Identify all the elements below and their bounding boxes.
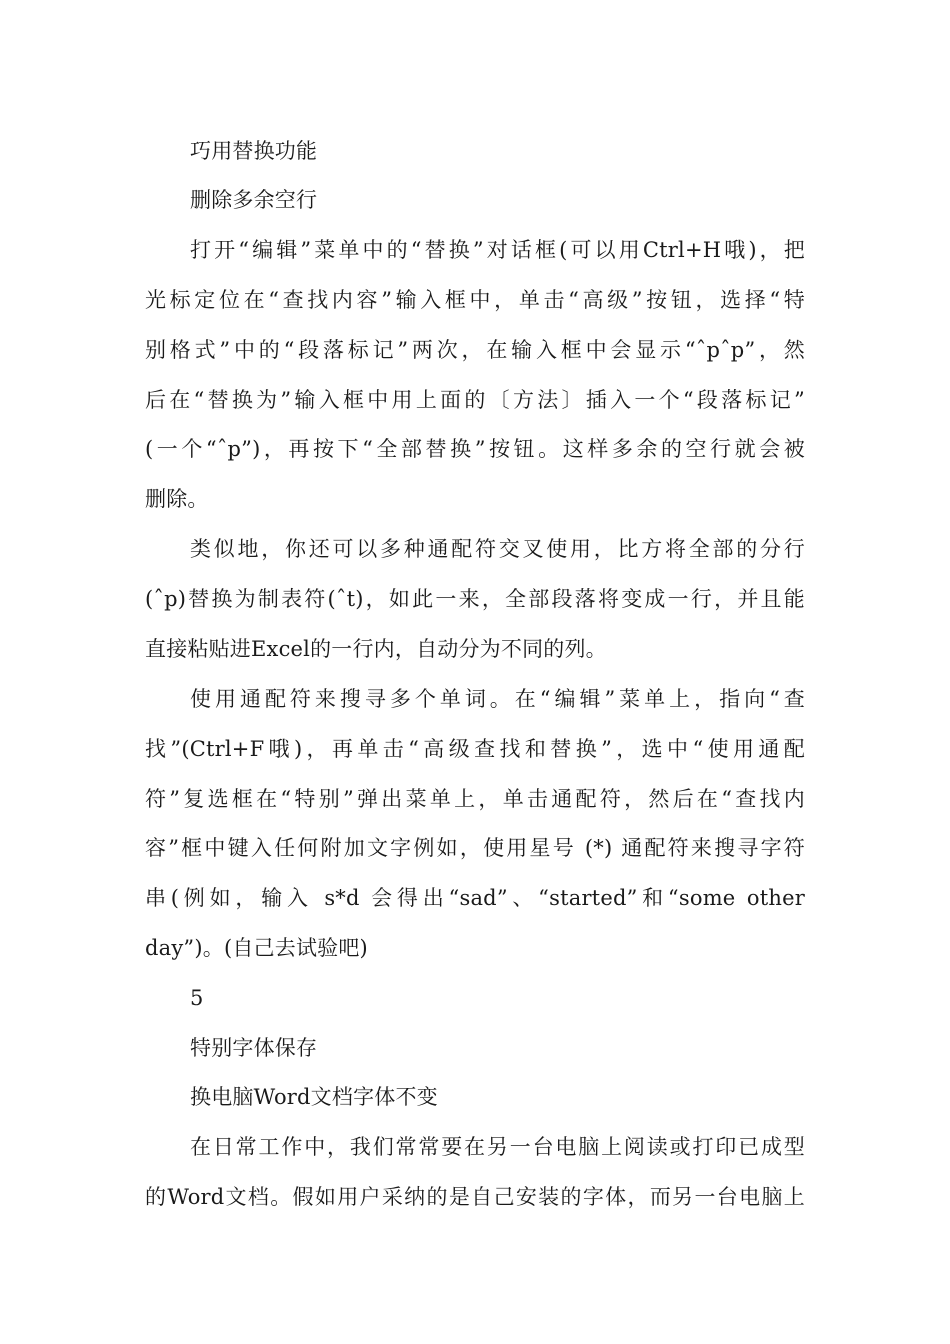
paragraph-line: 删除。 (145, 487, 209, 511)
paragraph-line: 串(例如，输入 s*d 会得出“sad”、“started”和“some other (145, 886, 805, 910)
paragraph-line: 找”(Ctrl+F哦)，再单击“高级查找和替换”，选中“使用通配 (145, 737, 805, 761)
section-number: 5 (190, 986, 204, 1010)
heading-special-font-save: 特别字体保存 (190, 1036, 318, 1060)
paragraph-line: (一个“ˆp”)，再按下“全部替换”按钮。这样多余的空行就会被 (145, 437, 805, 461)
paragraph-line: (ˆp)替换为制表符(ˆt)，如此一来，全部段落将变成一行，并且能 (145, 587, 805, 611)
paragraph-line: 在日常工作中，我们常常要在另一台电脑上阅读或打印已成型 (190, 1135, 805, 1159)
paragraph-line: 光标定位在“查找内容”输入框中，单击“高级”按钮，选择“特 (145, 288, 805, 312)
paragraph-line: 别格式”中的“段落标记”两次，在输入框中会显示“ˆpˆp”，然 (145, 338, 805, 362)
subheading-font-unchanged: 换电脑Word文档字体不变 (190, 1085, 438, 1109)
paragraph-line: 打开“编辑”菜单中的“替换”对话框(可以用Ctrl+H哦)，把 (190, 238, 805, 262)
heading-replace-function: 巧用替换功能 (190, 139, 318, 163)
paragraph-line: 的Word文档。假如用户采纳的是自己安装的字体，而另一台电脑上 (145, 1185, 805, 1209)
paragraph-line: 类似地，你还可以多种通配符交叉使用，比方将全部的分行 (190, 537, 805, 561)
paragraph-line: day”)。(自己去试验吧) (145, 936, 368, 960)
paragraph-line: 符”复选框在“特别”弹出菜单上，单击通配符，然后在“查找内 (145, 787, 805, 811)
subheading-delete-blank-lines: 删除多余空行 (190, 188, 318, 212)
paragraph-line: 直接粘贴进Excel的一行内，自动分为不同的列。 (145, 637, 607, 661)
paragraph-line: 容”框中键入任何附加文字例如，使用星号 (*) 通配符来搜寻字符 (145, 836, 805, 860)
paragraph-line: 使用通配符来搜寻多个单词。在“编辑”菜单上，指向“查 (190, 687, 805, 711)
paragraph-line: 后在“替换为”输入框中用上面的〔方法〕插入一个“段落标记” (145, 388, 805, 412)
